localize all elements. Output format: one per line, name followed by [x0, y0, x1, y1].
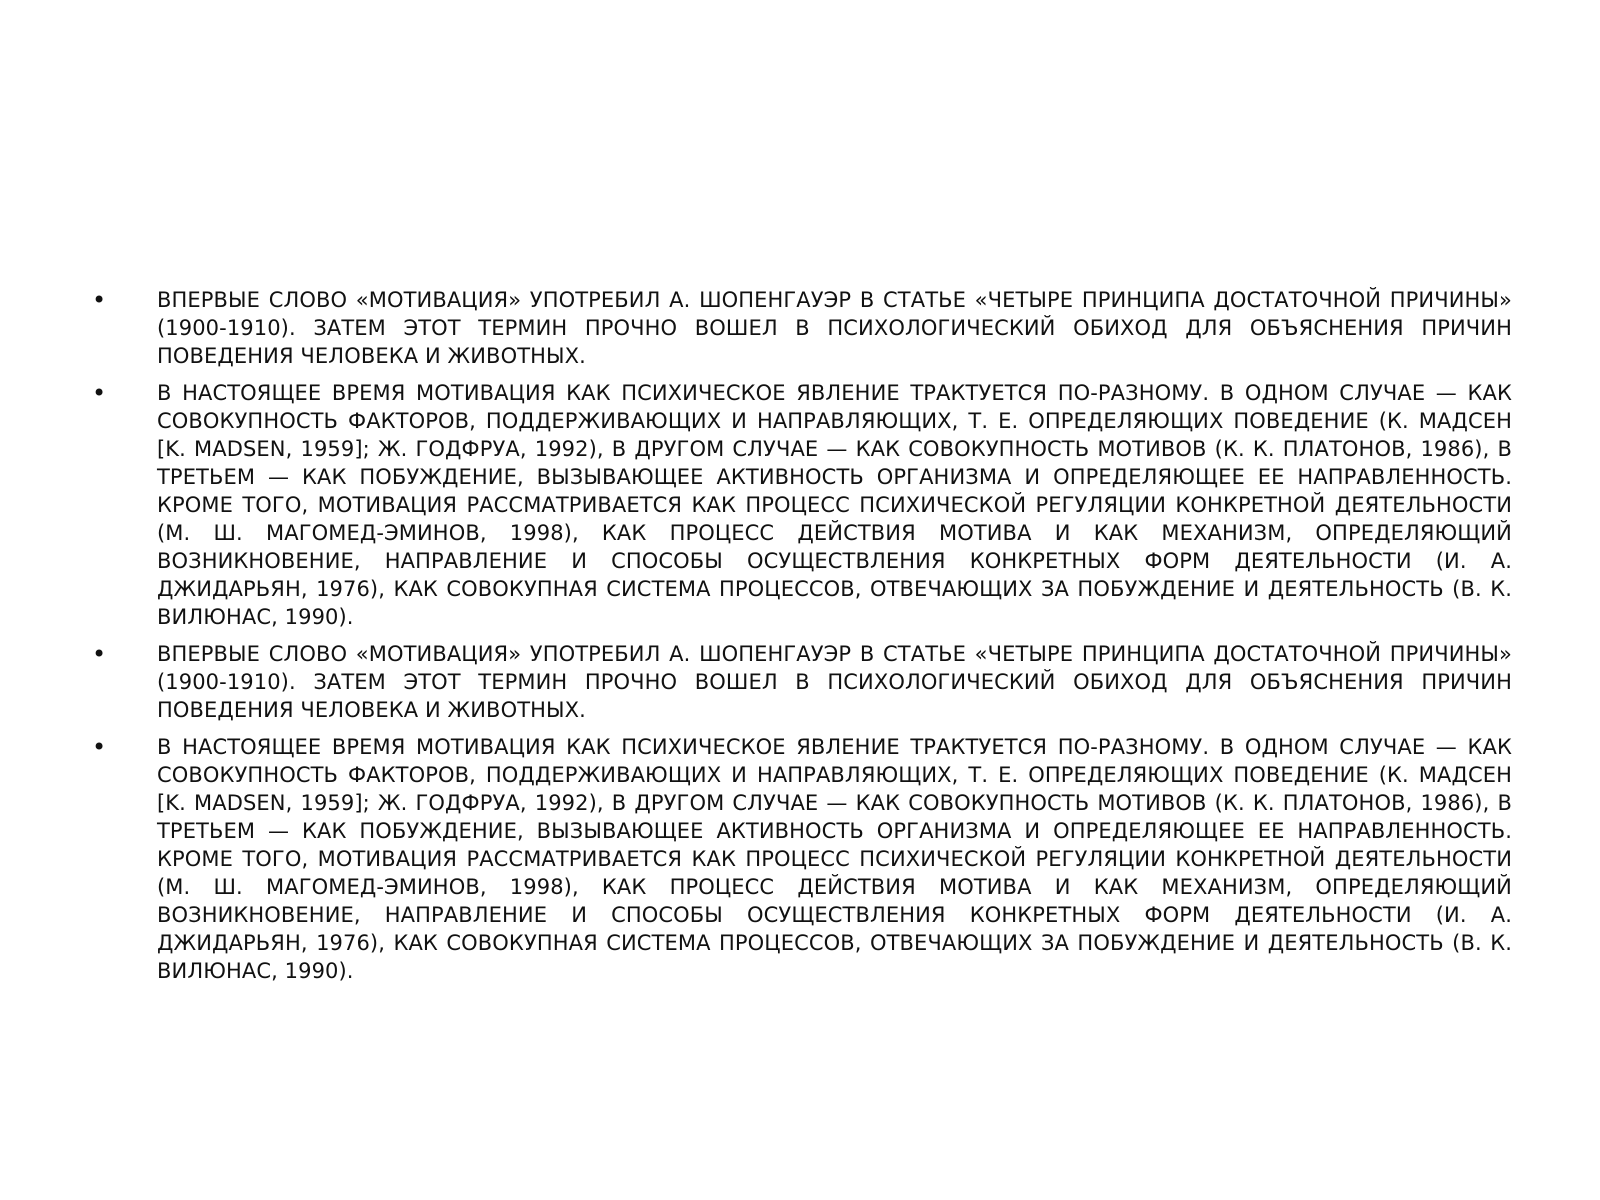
- bullet-marker: •: [92, 640, 107, 668]
- bullet-text: В НАСТОЯЩЕЕ ВРЕМЯ МОТИВАЦИЯ КАК ПСИХИЧЕСКОЕ ЯВЛЕНИЕ ТРАКТУЕТСЯ ПО-РАЗНОМУ. В ОДНОМ СЛУЧАЕ — КАК СОВОКУПНОСТЬ ФАКТОРОВ, ПОДДЕРЖИВАЮЩИХ И НАПРАВЛЯЮЩИХ, Т. Е. ОПРЕДЕЛЯЮЩИХ ПОВЕДЕНИЕ (К. МАДСЕН [K. MADSEN, 1959]; Ж. ГОДФРУА, 1992), В ДРУГОМ СЛУЧАЕ — КАК СОВОКУПНОСТЬ МОТИВОВ (К. К. ПЛАТОНОВ, 1986), В ТРЕТЬЕМ — КАК ПОБУЖДЕНИЕ, ВЫЗЫВАЮЩЕЕ АКТИВНОСТЬ ОРГАНИЗМА И ОПРЕДЕЛЯЮЩЕЕ ЕЕ НАПРАВЛЕННОСТЬ. КРОМЕ ТОГО, МОТИВАЦИЯ РАССМАТРИВАЕТСЯ КАК ПРОЦЕСС ПСИХИЧЕСКОЙ РЕГУЛЯЦИИ КОНКРЕТНОЙ ДЕЯТЕЛЬНОСТИ (М. Ш. МАГОМЕД-ЭМИНОВ, 1998), КАК ПРОЦЕСС ДЕЙСТВИЯ МОТИВА И КАК МЕХАНИЗМ, ОПРЕДЕЛЯЮЩИЙ ВОЗНИКНОВЕНИЕ, НАПРАВЛЕНИЕ И СПОСОБЫ ОСУЩЕСТВЛЕНИЯ КОНКРЕТНЫХ ФОРМ ДЕЯТЕЛЬНОСТИ (И. А. ДЖИДАРЬЯН, 1976), КАК СОВОКУПНАЯ СИСТЕМА ПРОЦЕССОВ, ОТВЕЧАЮЩИХ ЗА ПОБУЖДЕНИЕ И ДЕЯТЕЛЬНОСТЬ (В. К. ВИЛЮНАС, 1990).: [157, 735, 1512, 983]
- bullet-text: ВПЕРВЫЕ СЛОВО «МОТИВАЦИЯ» УПОТРЕБИЛ А. ШОПЕНГАУЭР В СТАТЬЕ «ЧЕТЫРЕ ПРИНЦИПА ДОСТАТОЧНОЙ ПРИЧИНЫ» (1900-1910). ЗАТЕМ ЭТОТ ТЕРМИН ПРОЧНО ВОШЕЛ В ПСИХОЛОГИЧЕСКИЙ ОБИХОД ДЛЯ ОБЪЯСНЕНИЯ ПРИЧИН ПОВЕДЕНИЯ ЧЕЛОВЕКА И ЖИВОТНЫХ.: [157, 288, 1512, 368]
- bullet-marker: •: [92, 286, 107, 314]
- bullet-list: [92, 286, 1512, 985]
- bullet-marker: •: [92, 379, 107, 407]
- bullet-text: В НАСТОЯЩЕЕ ВРЕМЯ МОТИВАЦИЯ КАК ПСИХИЧЕСКОЕ ЯВЛЕНИЕ ТРАКТУЕТСЯ ПО-РАЗНОМУ. В ОДНОМ СЛУЧАЕ — КАК СОВОКУПНОСТЬ ФАКТОРОВ, ПОДДЕРЖИВАЮЩИХ И НАПРАВЛЯЮЩИХ, Т. Е. ОПРЕДЕЛЯЮЩИХ ПОВЕДЕНИЕ (К. МАДСЕН [K. MADSEN, 1959]; Ж. ГОДФРУА, 1992), В ДРУГОМ СЛУЧАЕ — КАК СОВОКУПНОСТЬ МОТИВОВ (К. К. ПЛАТОНОВ, 1986), В ТРЕТЬЕМ — КАК ПОБУЖДЕНИЕ, ВЫЗЫВАЮЩЕЕ АКТИВНОСТЬ ОРГАНИЗМА И ОПРЕДЕЛЯЮЩЕЕ ЕЕ НАПРАВЛЕННОСТЬ. КРОМЕ ТОГО, МОТИВАЦИЯ РАССМАТРИВАЕТСЯ КАК ПРОЦЕСС ПСИХИЧЕСКОЙ РЕГУЛЯЦИИ КОНКРЕТНОЙ ДЕЯТЕЛЬНОСТИ (М. Ш. МАГОМЕД-ЭМИНОВ, 1998), КАК ПРОЦЕСС ДЕЙСТВИЯ МОТИВА И КАК МЕХАНИЗМ, ОПРЕДЕЛЯЮЩИЙ ВОЗНИКНОВЕНИЕ, НАПРАВЛЕНИЕ И СПОСОБЫ ОСУЩЕСТВЛЕНИЯ КОНКРЕТНЫХ ФОРМ ДЕЯТЕЛЬНОСТИ (И. А. ДЖИДАРЬЯН, 1976), КАК СОВОКУПНАЯ СИСТЕМА ПРОЦЕССОВ, ОТВЕЧАЮЩИХ ЗА ПОБУЖДЕНИЕ И ДЕЯТЕЛЬНОСТЬ (В. К. ВИЛЮНАС, 1990).: [157, 381, 1512, 629]
- slide-body: [92, 286, 1512, 994]
- bullet-item-3: [92, 640, 1512, 724]
- bullet-item-1: [92, 286, 1512, 370]
- bullet-item-2: [92, 379, 1512, 631]
- bullet-item-4: [92, 733, 1512, 985]
- bullet-marker: •: [92, 733, 107, 761]
- bullet-text: ВПЕРВЫЕ СЛОВО «МОТИВАЦИЯ» УПОТРЕБИЛ А. ШОПЕНГАУЭР В СТАТЬЕ «ЧЕТЫРЕ ПРИНЦИПА ДОСТАТОЧНОЙ ПРИЧИНЫ» (1900-1910). ЗАТЕМ ЭТОТ ТЕРМИН ПРОЧНО ВОШЕЛ В ПСИХОЛОГИЧЕСКИЙ ОБИХОД ДЛЯ ОБЪЯСНЕНИЯ ПРИЧИН ПОВЕДЕНИЯ ЧЕЛОВЕКА И ЖИВОТНЫХ.: [157, 642, 1512, 722]
